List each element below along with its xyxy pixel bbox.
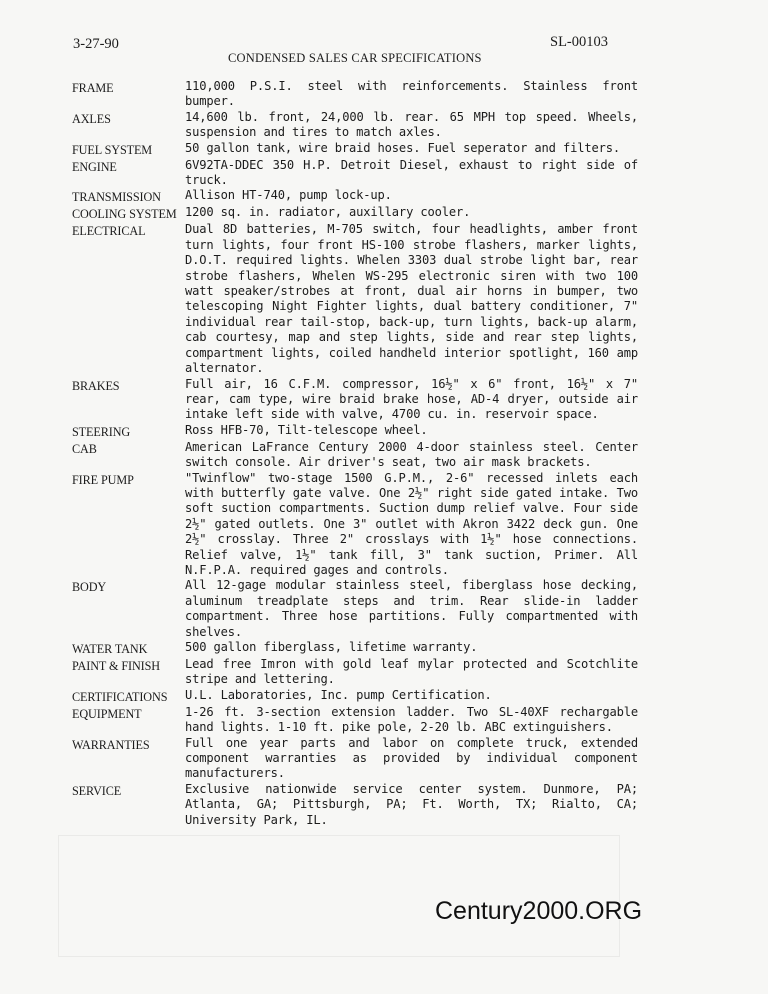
spec-row-service <box>72 782 638 828</box>
spec-label: PAINT & FINISH <box>72 659 160 673</box>
spec-label: BRAKES <box>72 378 120 393</box>
spec-row-fire-pump <box>72 471 638 579</box>
spec-text: 1-26 ft. 3-section extension ladder. Two SL-40XF rechargable hand lights. 1-10 ft. pike pole, 2-20 lb. ABC extinguishers. <box>185 704 638 735</box>
spec-text: 1200 sq. in. radiator, auxillary cooler. <box>185 205 471 220</box>
spec-row-paint-finish <box>72 657 638 688</box>
spec-row-electrical <box>72 222 638 376</box>
spec-label: STEERING <box>72 424 131 439</box>
spec-text: Exclusive nationwide service center system. Dunmore, PA; Atlanta, GA; Pittsburgh, PA; Ft. Worth, TX; Rialto, CA; University Park, IL. <box>185 781 638 827</box>
spec-label: WARRANTIES <box>72 737 150 752</box>
spec-text: Allison HT-740, pump lock-up. <box>185 188 392 203</box>
document-number: SL-00103 <box>550 34 608 50</box>
spec-text: All 12-gage modular stainless steel, fiberglass hose decking, aluminum treadplate steps and trim. Rear slide-in ladder compartment. Three hose partitions. Fully compartmented with shelves. <box>185 578 638 639</box>
spec-row-steering <box>72 423 638 440</box>
spec-text: 14,600 lb. front, 24,000 lb. rear. 65 MPH top speed. Wheels, suspension and tires to match axles. <box>185 109 638 140</box>
spec-row-equipment <box>72 705 638 736</box>
spec-row-fuel-system <box>72 141 638 158</box>
spec-text: Full one year parts and labor on complete truck, extended component warranties as provided by individual component manufacturers. <box>185 735 638 781</box>
spec-label: SERVICE <box>72 783 122 798</box>
spec-row-certifications <box>72 688 638 705</box>
spec-label: WATER TANK <box>72 642 148 656</box>
spec-row-cooling-system <box>72 205 638 222</box>
spec-row-water-tank <box>72 640 638 657</box>
spec-label: ENGINE <box>72 159 117 174</box>
spec-text: Full air, 16 C.F.M. compressor, 16½" x 6" front, 16½" x 7" rear, cam type, wire braid brake hose, AD-4 dryer, outside air intake left side with valve, 4700 cu. in. reservoir space. <box>185 376 638 422</box>
spec-label: ELECTRICAL <box>72 224 146 239</box>
spec-row-brakes <box>72 377 638 423</box>
document-date: 3-27-90 <box>73 36 119 52</box>
document-title: CONDENSED SALES CAR SPECIFICATIONS <box>228 51 482 65</box>
spec-label: CAB <box>72 441 97 456</box>
spec-row-frame <box>72 79 638 110</box>
spec-text: 6V92TA-DDEC 350 H.P. Detroit Diesel, exhaust to right side of truck. <box>185 157 638 188</box>
spec-label: FIRE PUMP <box>72 472 134 487</box>
spec-label: FUEL SYSTEM <box>72 142 153 157</box>
spec-label: TRANSMISSION <box>72 190 161 205</box>
spec-label: FRAME <box>72 81 114 95</box>
faint-bleedthrough <box>58 835 620 957</box>
spec-row-body <box>72 578 638 640</box>
spec-text: 50 gallon tank, wire braid hoses. Fuel seperator and filters. <box>185 140 620 155</box>
spec-list <box>72 79 638 828</box>
site-watermark: Century2000.ORG <box>435 897 643 925</box>
spec-text: U.L. Laboratories, Inc. pump Certification. <box>185 687 492 702</box>
spec-row-transmission <box>72 188 638 205</box>
spec-row-cab <box>72 440 638 471</box>
spec-row-axles <box>72 110 638 141</box>
spec-row-warranties <box>72 736 638 782</box>
spec-text: "Twinflow" two-stage 1500 G.P.M., 2-6" recessed inlets each with butterfly gate valve. One 2½" right side gated intake. Two soft suction compartments. Suction dump relief valve. Four side 2½" gated outlets. One 3" outlet with Akron 3422 deck gun. One 2½" crosslay. Three 2" crosslays with 1½" hose connections. Relief valve, 1½" tank fill, 3" tank suction, Primer. All N.F.P.A. required gages and controls. <box>185 470 638 577</box>
spec-text: Lead free Imron with gold leaf mylar protected and Scotchlite stripe and lettering. <box>185 657 638 687</box>
spec-text: Ross HFB-70, Tilt-telescope wheel. <box>185 422 428 437</box>
spec-text: American LaFrance Century 2000 4-door stainless steel. Center switch console. Air driver's seat, two air mask brackets. <box>185 439 638 470</box>
spec-text: 110,000 P.S.I. steel with reinforcements. Stainless front bumper. <box>185 79 638 109</box>
spec-label: EQUIPMENT <box>72 706 142 721</box>
spec-label: CERTIFICATIONS <box>72 689 168 704</box>
spec-label: BODY <box>72 580 107 595</box>
spec-label: COOLING SYSTEM <box>72 207 177 222</box>
spec-text: Dual 8D batteries, M-705 switch, four headlights, amber front turn lights, four front HS-100 strobe flashers, marker lights, D.O.T. required lights. Whelen 3303 dual strobe light bar, rear strobe flashers, Whelen WS-295 electronic siren with two 100 watt speaker/strobes at front, dual air horns in bumper, two telescoping Night Fighter lights, dual battery conditioner, 7" individual rear tail-stop, back-up, turn lights, back-up alarm, cab courtesy, map and step lights, side and rear step lights, compartment lights, coiled handheld interior spotlight, 160 amp alternator. <box>185 222 638 376</box>
spec-label: AXLES <box>72 111 111 126</box>
spec-text: 500 gallon fiberglass, lifetime warranty. <box>185 640 478 654</box>
spec-row-engine <box>72 158 638 189</box>
